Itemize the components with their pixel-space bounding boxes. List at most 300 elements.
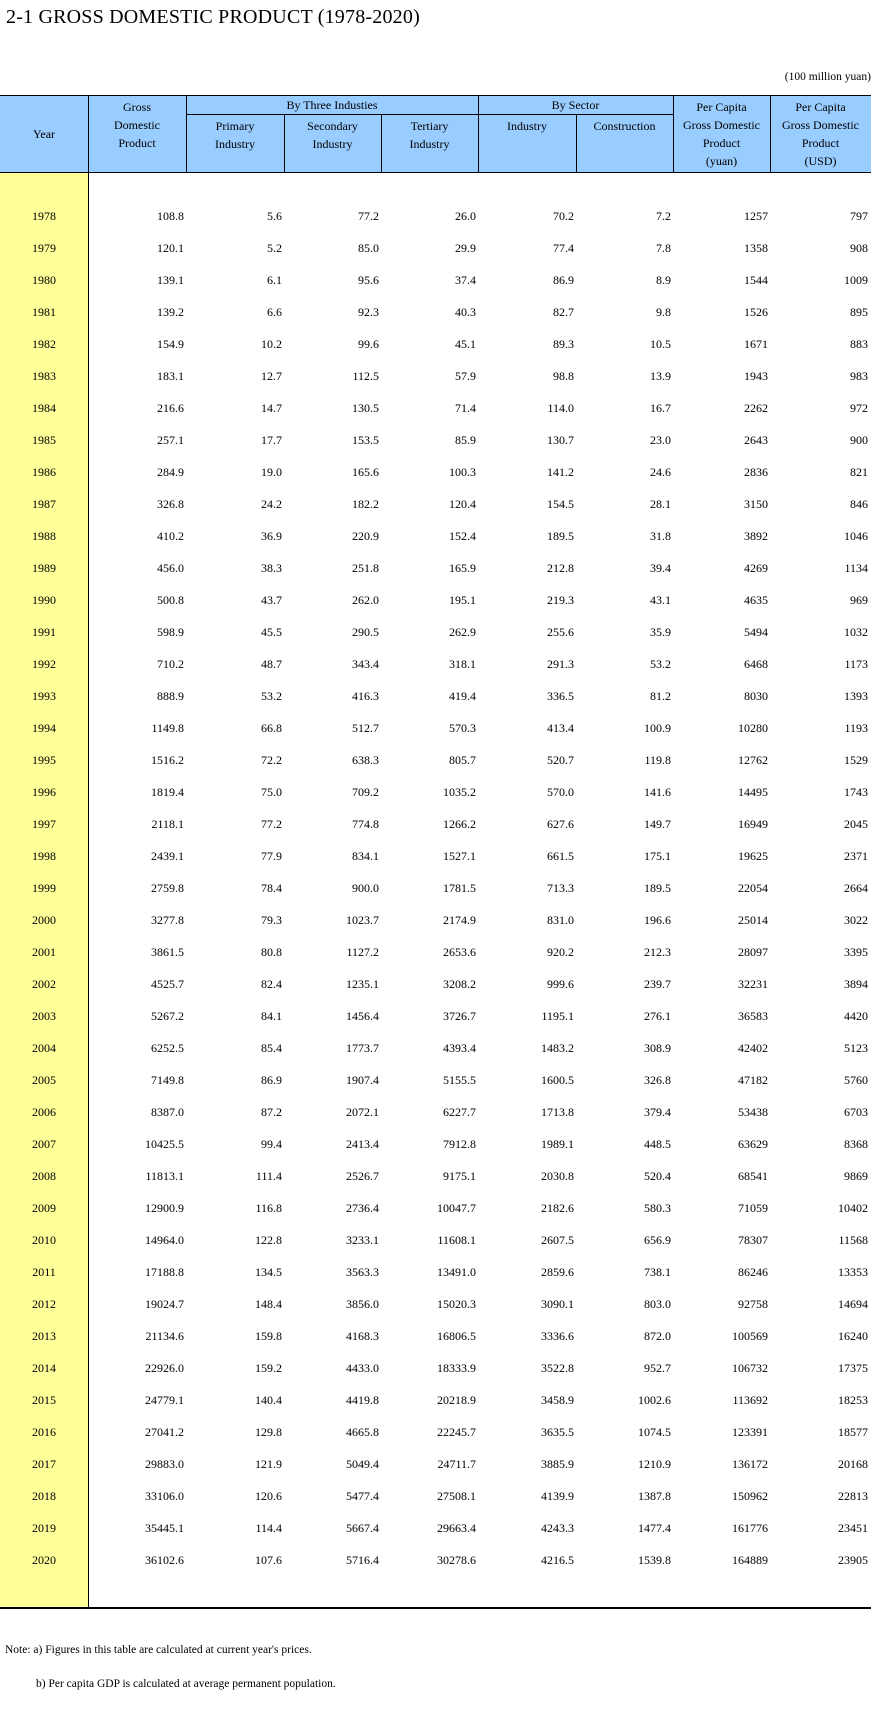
cell-per-capita-usd: 1529 (844, 753, 868, 767)
cell-per-capita-yuan: 136172 (732, 1457, 768, 1471)
table-row (0, 590, 871, 610)
cell-tertiary: 18333.9 (437, 1361, 476, 1375)
header-gdp: Gross Domestic Product (114, 100, 160, 150)
cell-primary: 5.2 (267, 241, 282, 255)
table-row (0, 1518, 871, 1538)
cell-per-capita-yuan: 1358 (744, 241, 768, 255)
cell-construction: 196.6 (644, 913, 671, 927)
cell-per-capita-usd: 797 (850, 209, 868, 223)
cell-gdp: 1819.4 (151, 785, 184, 799)
cell-gdp: 2439.1 (151, 849, 184, 863)
cell-industry: 3336.6 (541, 1329, 574, 1343)
cell-industry: 1600.5 (541, 1073, 574, 1087)
cell-industry: 130.7 (547, 433, 574, 447)
cell-per-capita-usd: 3022 (844, 913, 868, 927)
cell-per-capita-yuan: 2643 (744, 433, 768, 447)
gdp-table (0, 95, 871, 1609)
cell-per-capita-yuan: 78307 (738, 1233, 768, 1247)
cell-per-capita-yuan: 28097 (738, 945, 768, 959)
cell-per-capita-usd: 2664 (844, 881, 868, 895)
cell-per-capita-yuan: 106732 (732, 1361, 768, 1375)
cell-secondary: 1127.2 (346, 945, 379, 959)
table-row (0, 334, 871, 354)
cell-industry: 2607.5 (541, 1233, 574, 1247)
header-construction: Construction (593, 119, 656, 133)
cell-year: 1992 (32, 657, 56, 671)
cell-secondary: 1023.7 (346, 913, 379, 927)
cell-industry: 3635.5 (541, 1425, 574, 1439)
cell-per-capita-yuan: 5494 (744, 625, 768, 639)
cell-year: 2020 (32, 1553, 56, 1567)
cell-year: 1999 (32, 881, 56, 895)
cell-per-capita-yuan: 22054 (738, 881, 768, 895)
cell-per-capita-yuan: 4635 (744, 593, 768, 607)
cell-industry: 98.8 (553, 369, 574, 383)
cell-year: 1983 (32, 369, 56, 383)
cell-gdp: 14964.0 (145, 1233, 184, 1247)
cell-industry: 920.2 (547, 945, 574, 959)
cell-primary: 24.2 (261, 497, 282, 511)
cell-primary: 19.0 (261, 465, 282, 479)
cell-gdp: 216.6 (157, 401, 184, 415)
cell-construction: 379.4 (644, 1105, 671, 1119)
cell-primary: 38.3 (261, 561, 282, 575)
cell-industry: 1989.1 (541, 1137, 574, 1151)
cell-construction: 16.7 (650, 401, 671, 415)
cell-primary: 53.2 (261, 689, 282, 703)
cell-tertiary: 6227.7 (443, 1105, 476, 1119)
cell-construction: 31.8 (650, 529, 671, 543)
cell-per-capita-usd: 23905 (838, 1553, 868, 1567)
cell-per-capita-usd: 1009 (844, 273, 868, 287)
cell-primary: 10.2 (261, 337, 282, 351)
cell-primary: 107.6 (255, 1553, 282, 1567)
cell-year: 1978 (32, 209, 56, 223)
cell-per-capita-yuan: 42402 (738, 1041, 768, 1055)
cell-gdp: 36102.6 (145, 1553, 184, 1567)
cell-year: 2015 (32, 1393, 56, 1407)
cell-industry: 1195.1 (541, 1009, 574, 1023)
table-row (0, 1006, 871, 1026)
cell-per-capita-yuan: 63629 (738, 1137, 768, 1151)
cell-gdp: 22926.0 (145, 1361, 184, 1375)
table-body (0, 173, 871, 1609)
cell-gdp: 1516.2 (151, 753, 184, 767)
cell-gdp: 12900.9 (145, 1201, 184, 1215)
cell-gdp: 410.2 (157, 529, 184, 543)
cell-primary: 99.4 (261, 1137, 282, 1151)
cell-secondary: 5049.4 (346, 1457, 379, 1471)
cell-per-capita-usd: 20168 (838, 1457, 868, 1471)
cell-year: 2008 (32, 1169, 56, 1183)
cell-per-capita-usd: 18253 (838, 1393, 868, 1407)
cell-tertiary: 57.9 (455, 369, 476, 383)
cell-per-capita-usd: 3894 (844, 977, 868, 991)
cell-secondary: 638.3 (352, 753, 379, 767)
cell-construction: 141.6 (644, 785, 671, 799)
cell-per-capita-usd: 972 (850, 401, 868, 415)
cell-construction: 81.2 (650, 689, 671, 703)
cell-construction: 803.0 (644, 1297, 671, 1311)
cell-tertiary: 165.9 (449, 561, 476, 575)
cell-per-capita-usd: 6703 (844, 1105, 868, 1119)
table-row (0, 1390, 871, 1410)
cell-secondary: 1907.4 (346, 1073, 379, 1087)
cell-industry: 82.7 (553, 305, 574, 319)
table-row (0, 878, 871, 898)
cell-tertiary: 11608.1 (437, 1233, 476, 1247)
cell-gdp: 598.9 (157, 625, 184, 639)
header-year: Year (32, 127, 56, 141)
cell-secondary: 5477.4 (346, 1489, 379, 1503)
cell-primary: 6.1 (267, 273, 282, 287)
cell-tertiary: 71.4 (455, 401, 476, 415)
table-row (0, 718, 871, 738)
cell-tertiary: 22245.7 (437, 1425, 476, 1439)
cell-industry: 2030.8 (541, 1169, 574, 1183)
cell-gdp: 154.9 (157, 337, 184, 351)
cell-gdp: 8387.0 (151, 1105, 184, 1119)
cell-year: 2017 (32, 1457, 56, 1471)
cell-per-capita-usd: 9869 (844, 1169, 868, 1183)
table-row (0, 750, 871, 770)
cell-tertiary: 3726.7 (443, 1009, 476, 1023)
cell-industry: 999.6 (547, 977, 574, 991)
table-row (0, 654, 871, 674)
cell-year: 2000 (32, 913, 56, 927)
cell-per-capita-yuan: 25014 (738, 913, 768, 927)
cell-year: 2011 (32, 1265, 56, 1279)
table-row (0, 398, 871, 418)
cell-construction: 448.5 (644, 1137, 671, 1151)
cell-secondary: 416.3 (352, 689, 379, 703)
cell-gdp: 29883.0 (145, 1457, 184, 1471)
cell-construction: 1387.8 (638, 1489, 671, 1503)
cell-tertiary: 85.9 (455, 433, 476, 447)
cell-industry: 570.0 (547, 785, 574, 799)
cell-industry: 3522.8 (541, 1361, 574, 1375)
cell-construction: 212.3 (644, 945, 671, 959)
cell-year: 1995 (32, 753, 56, 767)
cell-gdp: 33106.0 (145, 1489, 184, 1503)
cell-industry: 713.3 (547, 881, 574, 895)
cell-per-capita-yuan: 10280 (738, 721, 768, 735)
cell-tertiary: 10047.7 (437, 1201, 476, 1215)
cell-secondary: 3563.3 (346, 1265, 379, 1279)
cell-per-capita-yuan: 164889 (732, 1553, 768, 1567)
cell-secondary: 2072.1 (346, 1105, 379, 1119)
cell-primary: 84.1 (261, 1009, 282, 1023)
cell-construction: 35.9 (650, 625, 671, 639)
cell-construction: 8.9 (656, 273, 671, 287)
cell-tertiary: 16806.5 (437, 1329, 476, 1343)
cell-industry: 520.7 (547, 753, 574, 767)
cell-tertiary: 4393.4 (443, 1041, 476, 1055)
cell-tertiary: 2174.9 (443, 913, 476, 927)
cell-tertiary: 13491.0 (437, 1265, 476, 1279)
cell-construction: 1210.9 (638, 1457, 671, 1471)
cell-construction: 119.8 (644, 753, 671, 767)
cell-primary: 43.7 (261, 593, 282, 607)
table-row (0, 462, 871, 482)
cell-construction: 7.2 (656, 209, 671, 223)
cell-year: 1982 (32, 337, 56, 351)
cell-year: 2001 (32, 945, 56, 959)
cell-industry: 413.4 (547, 721, 574, 735)
cell-construction: 39.4 (650, 561, 671, 575)
cell-gdp: 10425.5 (145, 1137, 184, 1151)
cell-per-capita-yuan: 8030 (744, 689, 768, 703)
cell-primary: 120.6 (255, 1489, 282, 1503)
cell-per-capita-usd: 14694 (838, 1297, 868, 1311)
cell-primary: 78.4 (261, 881, 282, 895)
table-row (0, 1102, 871, 1122)
cell-primary: 36.9 (261, 529, 282, 543)
cell-secondary: 95.6 (358, 273, 379, 287)
cell-per-capita-usd: 11568 (838, 1233, 868, 1247)
cell-primary: 5.6 (267, 209, 282, 223)
cell-per-capita-usd: 1032 (844, 625, 868, 639)
cell-construction: 43.1 (650, 593, 671, 607)
table-row (0, 942, 871, 962)
cell-year: 1979 (32, 241, 56, 255)
table-row (0, 686, 871, 706)
table-row (0, 1422, 871, 1442)
cell-construction: 100.9 (644, 721, 671, 735)
table-row (0, 270, 871, 290)
table-row (0, 1038, 871, 1058)
cell-industry: 219.3 (547, 593, 574, 607)
cell-primary: 79.3 (261, 913, 282, 927)
cell-primary: 86.9 (261, 1073, 282, 1087)
group-underline (186, 114, 673, 115)
cell-secondary: 5667.4 (346, 1521, 379, 1535)
cell-per-capita-usd: 983 (850, 369, 868, 383)
cell-per-capita-usd: 2045 (844, 817, 868, 831)
table-row (0, 206, 871, 226)
cell-year: 1997 (32, 817, 56, 831)
cell-tertiary: 30278.6 (437, 1553, 476, 1567)
cell-industry: 3458.9 (541, 1393, 574, 1407)
header-per-capita-yuan: Per Capita Gross Domestic Product (yuan) (683, 100, 760, 168)
cell-secondary: 1456.4 (346, 1009, 379, 1023)
cell-primary: 14.7 (261, 401, 282, 415)
cell-tertiary: 152.4 (449, 529, 476, 543)
table-header (0, 95, 871, 173)
cell-tertiary: 120.4 (449, 497, 476, 511)
cell-gdp: 4525.7 (151, 977, 184, 991)
cell-secondary: 1235.1 (346, 977, 379, 991)
cell-industry: 4216.5 (541, 1553, 574, 1567)
cell-per-capita-usd: 16240 (838, 1329, 868, 1343)
table-row (0, 1358, 871, 1378)
cell-tertiary: 7912.8 (443, 1137, 476, 1151)
table-row (0, 494, 871, 514)
cell-per-capita-usd: 908 (850, 241, 868, 255)
cell-per-capita-yuan: 16949 (738, 817, 768, 831)
cell-per-capita-yuan: 86246 (738, 1265, 768, 1279)
header-group-sector: By Sector (551, 98, 600, 112)
cell-primary: 17.7 (261, 433, 282, 447)
cell-gdp: 108.8 (157, 209, 184, 223)
cell-per-capita-usd: 883 (850, 337, 868, 351)
cell-gdp: 257.1 (157, 433, 184, 447)
cell-tertiary: 29.9 (455, 241, 476, 255)
cell-industry: 4139.9 (541, 1489, 574, 1503)
cell-gdp: 2118.1 (151, 817, 184, 831)
cell-per-capita-yuan: 4269 (744, 561, 768, 575)
cell-year: 2005 (32, 1073, 56, 1087)
cell-tertiary: 100.3 (449, 465, 476, 479)
cell-secondary: 4168.3 (346, 1329, 379, 1343)
table-row (0, 1198, 871, 1218)
cell-per-capita-usd: 1173 (844, 657, 868, 671)
cell-secondary: 290.5 (352, 625, 379, 639)
cell-construction: 308.9 (644, 1041, 671, 1055)
cell-year: 1988 (32, 529, 56, 543)
cell-year: 2012 (32, 1297, 56, 1311)
cell-per-capita-usd: 10402 (838, 1201, 868, 1215)
cell-secondary: 709.2 (352, 785, 379, 799)
table-row (0, 910, 871, 930)
cell-primary: 114.4 (255, 1521, 282, 1535)
cell-secondary: 4433.0 (346, 1361, 379, 1375)
cell-secondary: 343.4 (352, 657, 379, 671)
cell-tertiary: 27508.1 (437, 1489, 476, 1503)
table-row (0, 1294, 871, 1314)
cell-per-capita-yuan: 3150 (744, 497, 768, 511)
table-row (0, 430, 871, 450)
cell-industry: 3885.9 (541, 1457, 574, 1471)
cell-secondary: 834.1 (352, 849, 379, 863)
cell-year: 2019 (32, 1521, 56, 1535)
cell-gdp: 6252.5 (151, 1041, 184, 1055)
cell-gdp: 284.9 (157, 465, 184, 479)
cell-year: 2009 (32, 1201, 56, 1215)
cell-per-capita-usd: 18577 (838, 1425, 868, 1439)
cell-gdp: 888.9 (157, 689, 184, 703)
cell-primary: 159.8 (255, 1329, 282, 1343)
cell-construction: 53.2 (650, 657, 671, 671)
cell-construction: 23.0 (650, 433, 671, 447)
cell-tertiary: 1781.5 (443, 881, 476, 895)
cell-secondary: 3233.1 (346, 1233, 379, 1247)
cell-primary: 75.0 (261, 785, 282, 799)
cell-year: 1993 (32, 689, 56, 703)
cell-construction: 9.8 (656, 305, 671, 319)
cell-tertiary: 570.3 (449, 721, 476, 735)
cell-tertiary: 1527.1 (443, 849, 476, 863)
table-row (0, 302, 871, 322)
table-row (0, 1134, 871, 1154)
cell-primary: 77.2 (261, 817, 282, 831)
cell-gdp: 19024.7 (145, 1297, 184, 1311)
cell-per-capita-usd: 1393 (844, 689, 868, 703)
cell-per-capita-usd: 4420 (844, 1009, 868, 1023)
cell-per-capita-yuan: 14495 (738, 785, 768, 799)
cell-primary: 111.4 (255, 1169, 282, 1183)
cell-primary: 82.4 (261, 977, 282, 991)
cell-construction: 7.8 (656, 241, 671, 255)
cell-secondary: 4419.8 (346, 1393, 379, 1407)
cell-secondary: 251.8 (352, 561, 379, 575)
cell-secondary: 99.6 (358, 337, 379, 351)
cell-tertiary: 5155.5 (443, 1073, 476, 1087)
cell-secondary: 2413.4 (346, 1137, 379, 1151)
cell-year: 1987 (32, 497, 56, 511)
cell-per-capita-yuan: 1526 (744, 305, 768, 319)
cell-industry: 661.5 (547, 849, 574, 863)
cell-construction: 656.9 (644, 1233, 671, 1247)
cell-tertiary: 20218.9 (437, 1393, 476, 1407)
table-row (0, 846, 871, 866)
table-row (0, 1326, 871, 1346)
cell-gdp: 17188.8 (145, 1265, 184, 1279)
cell-construction: 520.4 (644, 1169, 671, 1183)
cell-per-capita-usd: 3395 (844, 945, 868, 959)
cell-per-capita-yuan: 1544 (744, 273, 768, 287)
cell-primary: 77.9 (261, 849, 282, 863)
cell-construction: 24.6 (650, 465, 671, 479)
cell-gdp: 3277.8 (151, 913, 184, 927)
cell-construction: 1477.4 (638, 1521, 671, 1535)
cell-per-capita-yuan: 1943 (744, 369, 768, 383)
cell-primary: 134.5 (255, 1265, 282, 1279)
cell-year: 2010 (32, 1233, 56, 1247)
cell-industry: 291.3 (547, 657, 574, 671)
table-row (0, 974, 871, 994)
cell-industry: 2859.6 (541, 1265, 574, 1279)
cell-primary: 48.7 (261, 657, 282, 671)
cell-primary: 6.6 (267, 305, 282, 319)
cell-tertiary: 37.4 (455, 273, 476, 287)
cell-industry: 154.5 (547, 497, 574, 511)
cell-gdp: 7149.8 (151, 1073, 184, 1087)
cell-primary: 80.8 (261, 945, 282, 959)
cell-per-capita-yuan: 2836 (744, 465, 768, 479)
cell-per-capita-yuan: 32231 (738, 977, 768, 991)
page-title: 2-1 GROSS DOMESTIC PRODUCT (1978-2020) (6, 6, 420, 28)
cell-primary: 148.4 (255, 1297, 282, 1311)
cell-per-capita-usd: 900 (850, 433, 868, 447)
cell-industry: 3090.1 (541, 1297, 574, 1311)
table-row (0, 622, 871, 642)
cell-construction: 1074.5 (638, 1425, 671, 1439)
cell-construction: 175.1 (644, 849, 671, 863)
cell-year: 1998 (32, 849, 56, 863)
cell-per-capita-yuan: 92758 (738, 1297, 768, 1311)
table-row (0, 1230, 871, 1250)
cell-tertiary: 1035.2 (443, 785, 476, 799)
cell-industry: 1483.2 (541, 1041, 574, 1055)
cell-gdp: 139.2 (157, 305, 184, 319)
cell-gdp: 24779.1 (145, 1393, 184, 1407)
table-row (0, 366, 871, 386)
cell-construction: 1002.6 (638, 1393, 671, 1407)
cell-construction: 276.1 (644, 1009, 671, 1023)
cell-primary: 87.2 (261, 1105, 282, 1119)
cell-construction: 738.1 (644, 1265, 671, 1279)
cell-per-capita-yuan: 71059 (738, 1201, 768, 1215)
header-per-capita-usd: Per Capita Gross Domestic Product (USD) (782, 100, 859, 168)
cell-year: 1989 (32, 561, 56, 575)
cell-per-capita-yuan: 6468 (744, 657, 768, 671)
cell-year: 2004 (32, 1041, 56, 1055)
cell-secondary: 92.3 (358, 305, 379, 319)
cell-tertiary: 2653.6 (443, 945, 476, 959)
header-secondary: Secondary Industry (307, 119, 358, 151)
cell-per-capita-yuan: 113692 (732, 1393, 768, 1407)
